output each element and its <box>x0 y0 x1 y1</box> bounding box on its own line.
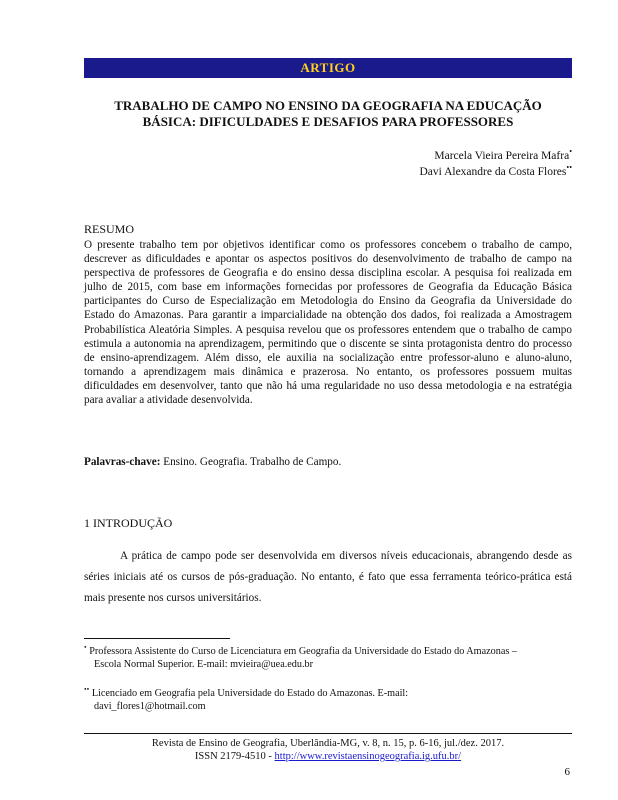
journal-citation: Revista de Ensino de Geografia, Uberlândia-MG, v. 8, n. 15, p. 6-16, jul./dez. 2017. <box>151 738 505 749</box>
footnote-text-cont: Escola Normal Superior. E-mail: mvieira@uea.edu.br <box>94 659 314 670</box>
section-heading: 1 INTRODUÇÃO <box>84 516 173 530</box>
footnote-2 <box>84 684 572 713</box>
footnote-marker[interactable]: •• <box>566 163 572 173</box>
author-name: Marcela Vieira Pereira Mafra <box>434 150 570 162</box>
footnote-text: Licenciado em Geografia pela Universidade do Estado do Amazonas. E-mail: <box>91 688 409 699</box>
author-1 <box>419 148 572 164</box>
article-title <box>84 98 572 130</box>
keywords-text: Ensino. Geografia. Trabalho de Campo. <box>163 456 342 468</box>
issn-text: ISSN 2179-4510 - <box>194 751 272 762</box>
journal-issn-line <box>84 750 572 763</box>
author-2 <box>419 164 572 180</box>
author-name: Davi Alexandre da Costa Flores <box>419 166 567 178</box>
keywords-label: Palavras-chave: <box>84 456 161 468</box>
abstract-text: O presente trabalho tem por objetivos identificar como os professores concebem o trabalho de campo, descrever as dificuldades e apontar os aspectos positivos do desenvolvimento de trabalho de campo na perspectiva de professores de Geografia e do ensino dessa disciplina escolar. A pesquisa foi realizada em julho de 2015, com base em informações fornecidas por professores de Geografia da Educação Básica participantes do Curso de Especialização em Metodologia do Ensino da Geografia da Universidade do Estado do Amazonas. Para garantir a imparcialidade na obtenção dos dados, foi realizada a Amostragem Probabilística Aleatória Simples. A pesquisa revelou que os professores entendem que o trabalho de campo estimula a autonomia na aprendizagem, permitindo que o discente se sinta protagonista dentro do processo de ensino-aprendizagem. Além disso, ele auxilia na socialização entre professor-aluno e aluno-aluno, tornando a aprendizagem mais dinâmica e prazerosa. No entanto, os professores possuem muitas dificuldades em desenvolver, tanto que não há uma regularidade no uso dessa metodologia e na estratégia para avaliar a atividade desenvolvida. <box>84 239 572 407</box>
title-line-2: BÁSICA: DIFICULDADES E DESAFIOS PARA PROFESSORES <box>142 114 514 129</box>
footnote-1 <box>84 642 572 671</box>
footnote-marker[interactable]: • <box>569 147 572 157</box>
footnote-marker: •• <box>84 684 90 694</box>
footnote-marker: • <box>84 642 87 652</box>
footnote-text-cont: davi_flores1@hotmail.com <box>94 701 206 712</box>
article-type-banner: ARTIGO <box>84 58 572 78</box>
journal-url-link[interactable]: http://www.revistaensinogeografia.ig.ufu.br/ <box>274 751 462 762</box>
author-list <box>419 148 572 180</box>
journal-footer <box>84 737 572 763</box>
footnote-text: Professora Assistente do Curso de Licenciatura em Geografia da Universidade do Estado do Amazonas – <box>89 646 517 657</box>
footnote-divider <box>84 638 230 639</box>
title-line-1: TRABALHO DE CAMPO NO ENSINO DA GEOGRAFIA NA EDUCAÇÃO <box>114 98 542 113</box>
abstract-heading: RESUMO <box>84 222 135 236</box>
keywords <box>84 456 572 468</box>
intro-paragraph: A prática de campo pode ser desenvolvida em diversos níveis educacionais, abrangendo desde as séries iniciais até os cursos de pós-graduação. No entanto, é fato que essa ferramenta teórico-prática está mais presente nos cursos universitários. <box>84 550 572 604</box>
page-number: 6 <box>564 766 570 778</box>
footer-divider <box>84 733 572 734</box>
